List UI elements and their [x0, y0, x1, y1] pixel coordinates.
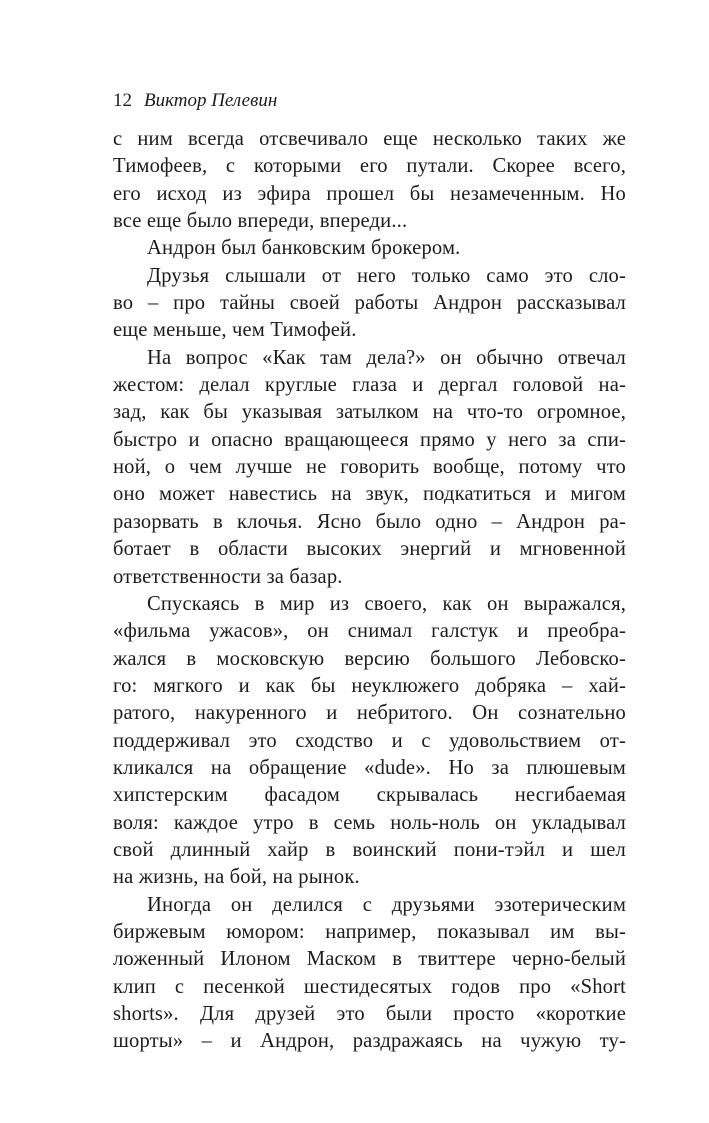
text-line: жестом: делал круглые глаза и дергал головой на-: [113, 374, 626, 397]
text-line: все еще было впереди, впереди...: [113, 210, 408, 233]
text-line: воля: каждое утро в семь ноль-ноль он укладывал: [113, 811, 626, 834]
text-line: на жизнь, на бой, на рынок.: [113, 866, 360, 889]
text-line: биржевым юмором: например, показывал им вы-: [113, 920, 626, 943]
text-line: оно может навестись на звук, подкатиться и мигом: [113, 483, 626, 506]
text-line: ратого, накуренного и небритого. Он сознательно: [113, 702, 626, 725]
page-number: 12: [113, 90, 132, 111]
text-line: хипстерским фасадом скрывалась несгибаемая: [113, 784, 626, 807]
text-line: жался в московскую версию большого Лебовско-: [113, 647, 626, 670]
text-line: свой длинный хайр в воинский пони-тэйл и шел: [113, 838, 626, 861]
text-line: Иногда он делился с друзьями эзотерическим: [147, 893, 626, 916]
text-line: го: мягкого и как бы неуклюжего добряка – хай-: [113, 674, 626, 697]
text-line: кликался на обращение «dude». Но за плюшевым: [113, 756, 626, 779]
text-line: Тимофеев, с которыми его путали. Скорее всего,: [113, 155, 626, 178]
text-line: shorts». Для друзей это были просто «короткие: [113, 1003, 626, 1025]
text-line: поддерживал это сходство и с удовольствием от-: [113, 729, 626, 752]
text-line: Спускаясь в мир из своего, как он выражался,: [147, 592, 626, 615]
text-line: Андрон был банковским брокером.: [147, 237, 461, 260]
text-line: ответственности за базар.: [113, 565, 343, 588]
text-line: зад, как бы указывая затылком на что-то огромное,: [113, 401, 626, 424]
body-text: [113, 126, 626, 1056]
text-line: шорты» – и Андрон, раздражаясь на чужую ту-: [113, 1030, 626, 1053]
text-line: его исход из эфира прошел бы незамеченным. Но: [113, 182, 626, 205]
text-line: во – про тайны своей работы Андрон рассказывал: [113, 292, 626, 315]
running-head: [113, 88, 626, 126]
book-page: [113, 88, 626, 1056]
text-line: На вопрос «Как там дела?» он обычно отвечал: [147, 346, 626, 369]
text-line: разорвать в клочья. Ясно было одно – Андрон ра-: [113, 510, 626, 533]
text-line: ной, о чем лучше не говорить вообще, потому что: [113, 456, 626, 479]
text-line: клип с песенкой шестидесятых годов про «Short: [113, 975, 626, 998]
text-line: ботает в области высоких энергий и мгновенной: [113, 538, 626, 561]
text-line: «фильма ужасов», он снимал галстук и преобра-: [113, 620, 626, 643]
text-line: быстро и опасно вращающееся прямо у него за спи-: [113, 428, 626, 451]
text-line: Друзья слышали от него только само это сло-: [147, 264, 626, 287]
text-line: еще меньше, чем Тимофей.: [113, 319, 357, 342]
text-line: с ним всегда отсвечивало еще несколько таких же: [113, 128, 626, 150]
text-line: ложенный Илоном Маском в твиттере черно-белый: [113, 948, 626, 971]
author-name: Виктор Пелевин: [144, 90, 278, 111]
